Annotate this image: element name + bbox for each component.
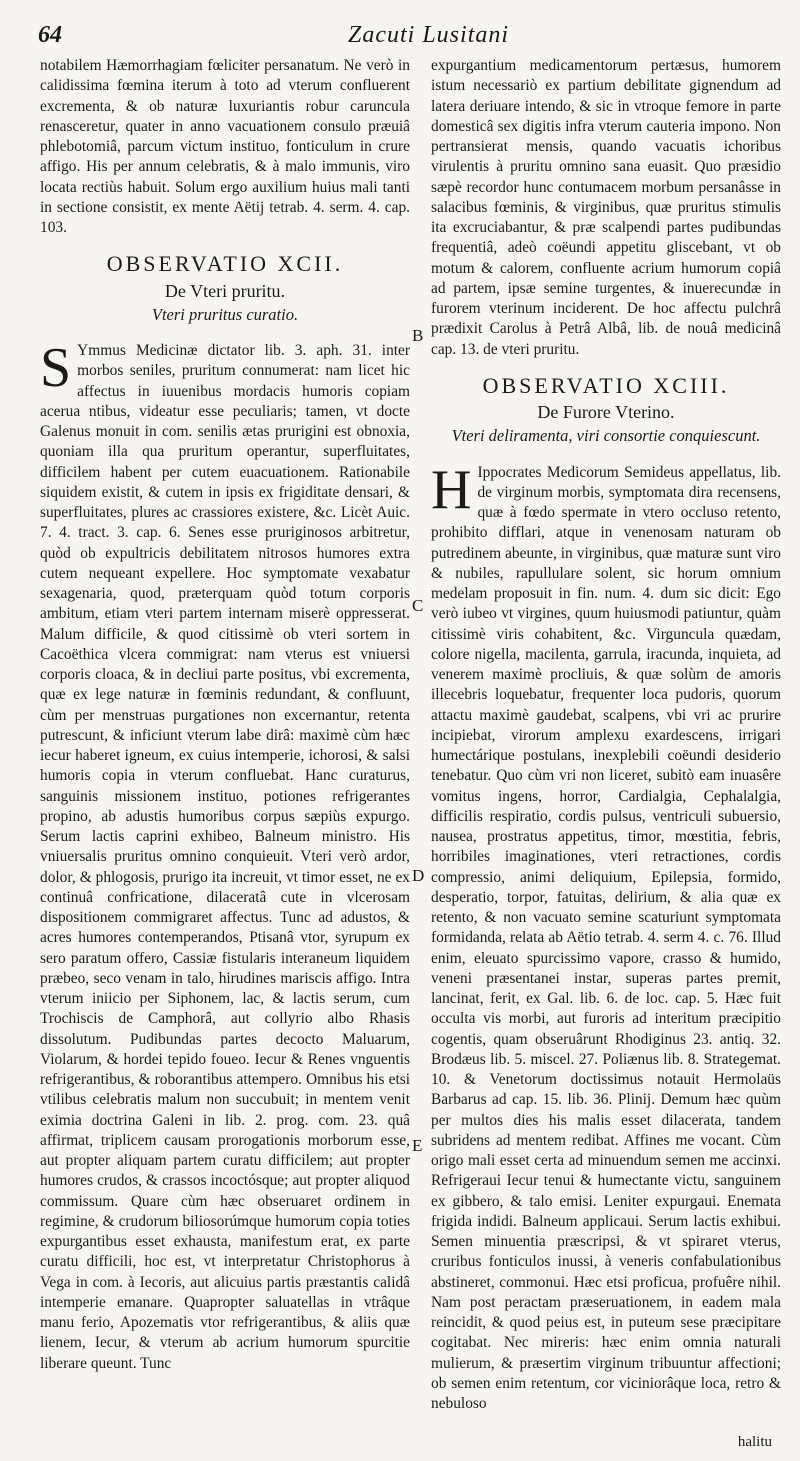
observation-92-body <box>40 337 410 1374</box>
observation-92-title: OBSERVATIO XCII. <box>106 251 344 277</box>
observation-92-text: Ymmus Medicinæ dictator lib. 3. aph. 31. inter morbos seniles, pruritum connumerat: nam licet hic affectus in iuuenibus mordacis humoris copiam acerua ntibus, videatur esse peculiaris; tamen, vt docte Galenus monuit in com. senilis ætas prurigini est obnoxia, quoniam illa qua pruritum operantur, superfluitates, difficilem habent per cutem euacuationem. Rationabile siquidem existit, & cutem in ipsis ex frigiditate densari, & superfluitates, plures ac crassiores existere, &c. Licèt Auic. 7. 4. tract. 3. cap. 6. Senes esse pruriginosos arbitretur, quòd ob expultricis debilitatem nitrosos humores extra cutem nequeant expellere. Hoc symptomate vexabatur sexagenaria, quod, præterquam quòd totum corporis ambitum, etiam vteri partem internam miserè oppresserat. Malum difficile, & quod citissimè ob vteri sortem in Cacoëthica vlcera commigrat: nam vterus est vniuersi corporis cloaca, & in decliui parte positus, vbi excrementa, quæ ex lege naturæ in fœminis redundant, & confluunt, cùm per menstruas purgationes non excernantur, retenta putrescunt, & inficiunt vterum labe dirâ: maximè cùm hæc iecur haberet igneum, ex cuius intemperie, ichorosi, & salsi humoris copia in vterum confluebat. Hanc curaturus, sanguinis missionem instituo, potiones refrigerantes propino, ab adustis humoribus corpus sæpiùs expurgo. Serum lactis caprini exhibeo, Balneum ministro. His vniuersalis pruritus omnino conquieuit. Vteri verò ardor, dolor, & phlogosis, prurigo ita increuit, vt timor esset, ne ex continuâ confricatione, dilaceratâ cute in vlcerosam dispositionem commigraret affectus. Tunc ad adustos, & acres humores contemperandos, Ptisanâ vtor, syrupum ex sero paratum offero, Cassiæ fistularis interaneum liquidem præbeo, seco venam in talo, hirudines mariscis affigo. Intra vterum iniicio per Siphonem, lac, & lactis serum, cum Trochiscis de Camphorâ, aut collyrio albo Rhasis dissolutum. Pudibundas partes decocto Maluarum, Violarum, & hordei tepido foueo. Iecur & Renes vnguentis refrigerantibus, & roborantibus attempero. Omnibus his etsi vtilibus celebratis malum non succubuit; in mentem venit eximia doctrina Galeni in lib. 2. prog. com. 23. quâ affirmat, triplicem causam prorogationis morborum esse, aut propter aliquam partem curatu difficilem; aut propter humores crudos, & crassos incoctósque; aut propter aliquod commissum. Quare cùm hæc obseruaret ordinem in regimine, & crudorum biliosorúmque humorum copia toties expurgantibus esset exhausta, manifestum erat, ex parte curatu difficili, hoc est, vt interpretatur Christophorus à Vega in com. à Iecoris, aut alicuius partis præstantis calidâ intemperie emanare. Quapropter saluatellas in vtrâque manu ferio, Apozematis vtor refrigerantibus, & aliis quæ lienem, Iecur, & vterum ab acrium humorum spurcitie liberare queunt. Tunc <box>40 342 410 1372</box>
observation-93-title: OBSERVATIO XCIII. <box>482 372 730 398</box>
margin-marker-d: D <box>412 866 425 885</box>
margin-marker-e: E <box>412 1136 423 1155</box>
drop-cap-s: S <box>40 337 72 399</box>
observation-93-summary: Vteri deliramenta, viri consortie conquiescunt. <box>451 426 761 446</box>
observation-93-body <box>431 458 781 1415</box>
right-column <box>431 56 781 1414</box>
margin-marker-c: C <box>412 596 424 615</box>
observation-93-subtitle: De Furore Vterino. <box>537 402 675 422</box>
running-head: Zacuti Lusitani <box>348 22 510 48</box>
left-intro-text: notabilem Hæmorrhagiam fœliciter persanatum. Ne verò in calidissima fœmina iterum à toto ad vterum confluerent excrementa, & ob naturæ luxuriantis robur caruncula renasceretur, quater in anno vacuationem consulo præuiâ phlebotomiâ, parcum victum instituo, fonticulum in crure affigo. His per annum celebratis, & à malo immunis, viro locata rectiùs habuit. Solum ergo auxilium huius mali tanti in sectione consistit, ex mente Aëtij tetrab. 4. serm. 4. cap. 103. <box>40 57 410 236</box>
page-number: 64 <box>38 22 62 48</box>
observation-92-summary: Vteri pruritus curatio. <box>151 304 299 324</box>
catchword: halitu <box>737 1434 772 1450</box>
left-column <box>40 56 410 1374</box>
drop-cap-h: H <box>431 458 472 521</box>
observation-93-text: Ippocrates Medicorum Semideus appellatus, lib. de virginum morbis, symptomata dira recensens, quæ à fœdo spermate in vtero occluso retento, prohibito difflari, atque in venenosam naturam ob putredinem abeunte, in virginibus, quæ maturæ sunt viro & nubiles, rapullulare solent, sic horum omnium medelam proposuit in fin. num. 4. dum sic dicit: Ego verò iubeo vt virgines, quum huiusmodi patiuntur, quàm citissimè viris cohabitent, &c. Virguncula quædam, colore nigella, macilenta, garrula, iracunda, inquieta, ad venerem maximè procliuis, & quæ solùm de amoris illecebris loquebatur, frequenter loca pudoris, quorum attactu maximè gaudebat, scalpens, vbi vri ac prurire incipiebat, virorum amplexu exardescens, irrigari humectárique postulans, inexplebili coëundi desiderio tenebatur. Quo cùm vri non liceret, subitò eam inuasêre vomitus ingens, horror, Cardialgia, Cephalalgia, difficilis respiratio, cordis pulsus, ventriculi subuersio, nausea, prostratus appetitus, timor, mœstitia, febris, horribiles imaginationes, vteri retractiones, cordis compressio, animi deliquium, Epilepsia, formido, desperatio, torpor, fatuitas, delirium, & alia quæ ex retento, & non vacuato semine scaturiunt symptomata formidanda, relata ab Aëtio tetrab. 4. serm 4. c. 76. Illud enim, eleuato spurcissimo vapore, crasso & humido, veneni præsentanei instar, superas partes premit, lancinat, ferit, ex Gal. lib. 6. de loc. cap. 5. Hæc fuit occulta vis morbi, aut furoris ad interitum præcipitio cogentis, quam obseruârunt Rhodiginus 23. antiq. 32. Brodæus lib. 5. miscel. 27. Poliænus lib. 8. Strategemat. 10. & Venetorum doctissimus notauit Hermolaüs Barbarus ad cap. 15. lib. 36. Plinij. Demum hæc quùm per multos dies his malis esset dilacerata, tandem subridens ad mentem redibat. Affines me vocant. Cùm origo mali esset certa ad minuendum semen me accinxi. Refrigeraui Iecur tenui & humectante victu, sanguinem ex gibbero, & talo emisi. Leniter expurgaui. Enemata frigida indidi. Balneum applicaui. Serum lactis exhibui. Semen minuentia præscripsi, & vt spiraret vterus, cruribus fonticulos inussi, à veneris confabulationibus abstineret, commonui. Hæc etsi proficua, profuêre nihil. Nam post peractam præseruationem, in eadem mala reincidit, & quod peius est, in puteum sese præcipitare cogitabat. Nec mireris: hæc enim omnia naturali mulierum, & præsertim virginum tribuuntur affectioni; ob semen enim retentum, cor viciniorâque loca, retro & nebuloso <box>431 463 781 1412</box>
observation-92-subtitle: De Vteri pruritu. <box>164 280 286 301</box>
page-header <box>38 22 770 56</box>
margin-marker-b: B <box>412 326 424 345</box>
right-intro-text: expurgantium medicamentorum pertæsus, humorem istum necessariò ex partium debilitate gignendum ad latera deriuare intendo, & sic in vtroque femore in parte domesticâ sex digitis infra vterum cauteria impono. Non pertransierat mensis, quando vacuatis ichoribus virulentis à pruritu omnino sana euasit. Quo præsidio sæpè recordor hunc contumacem morbum persanâsse in salacibus fœminis, & virginibus, quæ pruritus stimulis ita excruciabantur, & præ scalpendi partes pudibundas frequentiâ, adeò coëundi appetitu gliscebant, vt ob motum & calorem, confluente acrium humorum copiâ ad partem, ipsæ semine turgentes, & inuerecundæ in furorem vterinum inciderent. De hoc affectu pulchrâ prædixit Carolus à Petrâ Albâ, lib. de nouâ medicinâ cap. 13. de vteri pruritu. <box>431 57 781 358</box>
